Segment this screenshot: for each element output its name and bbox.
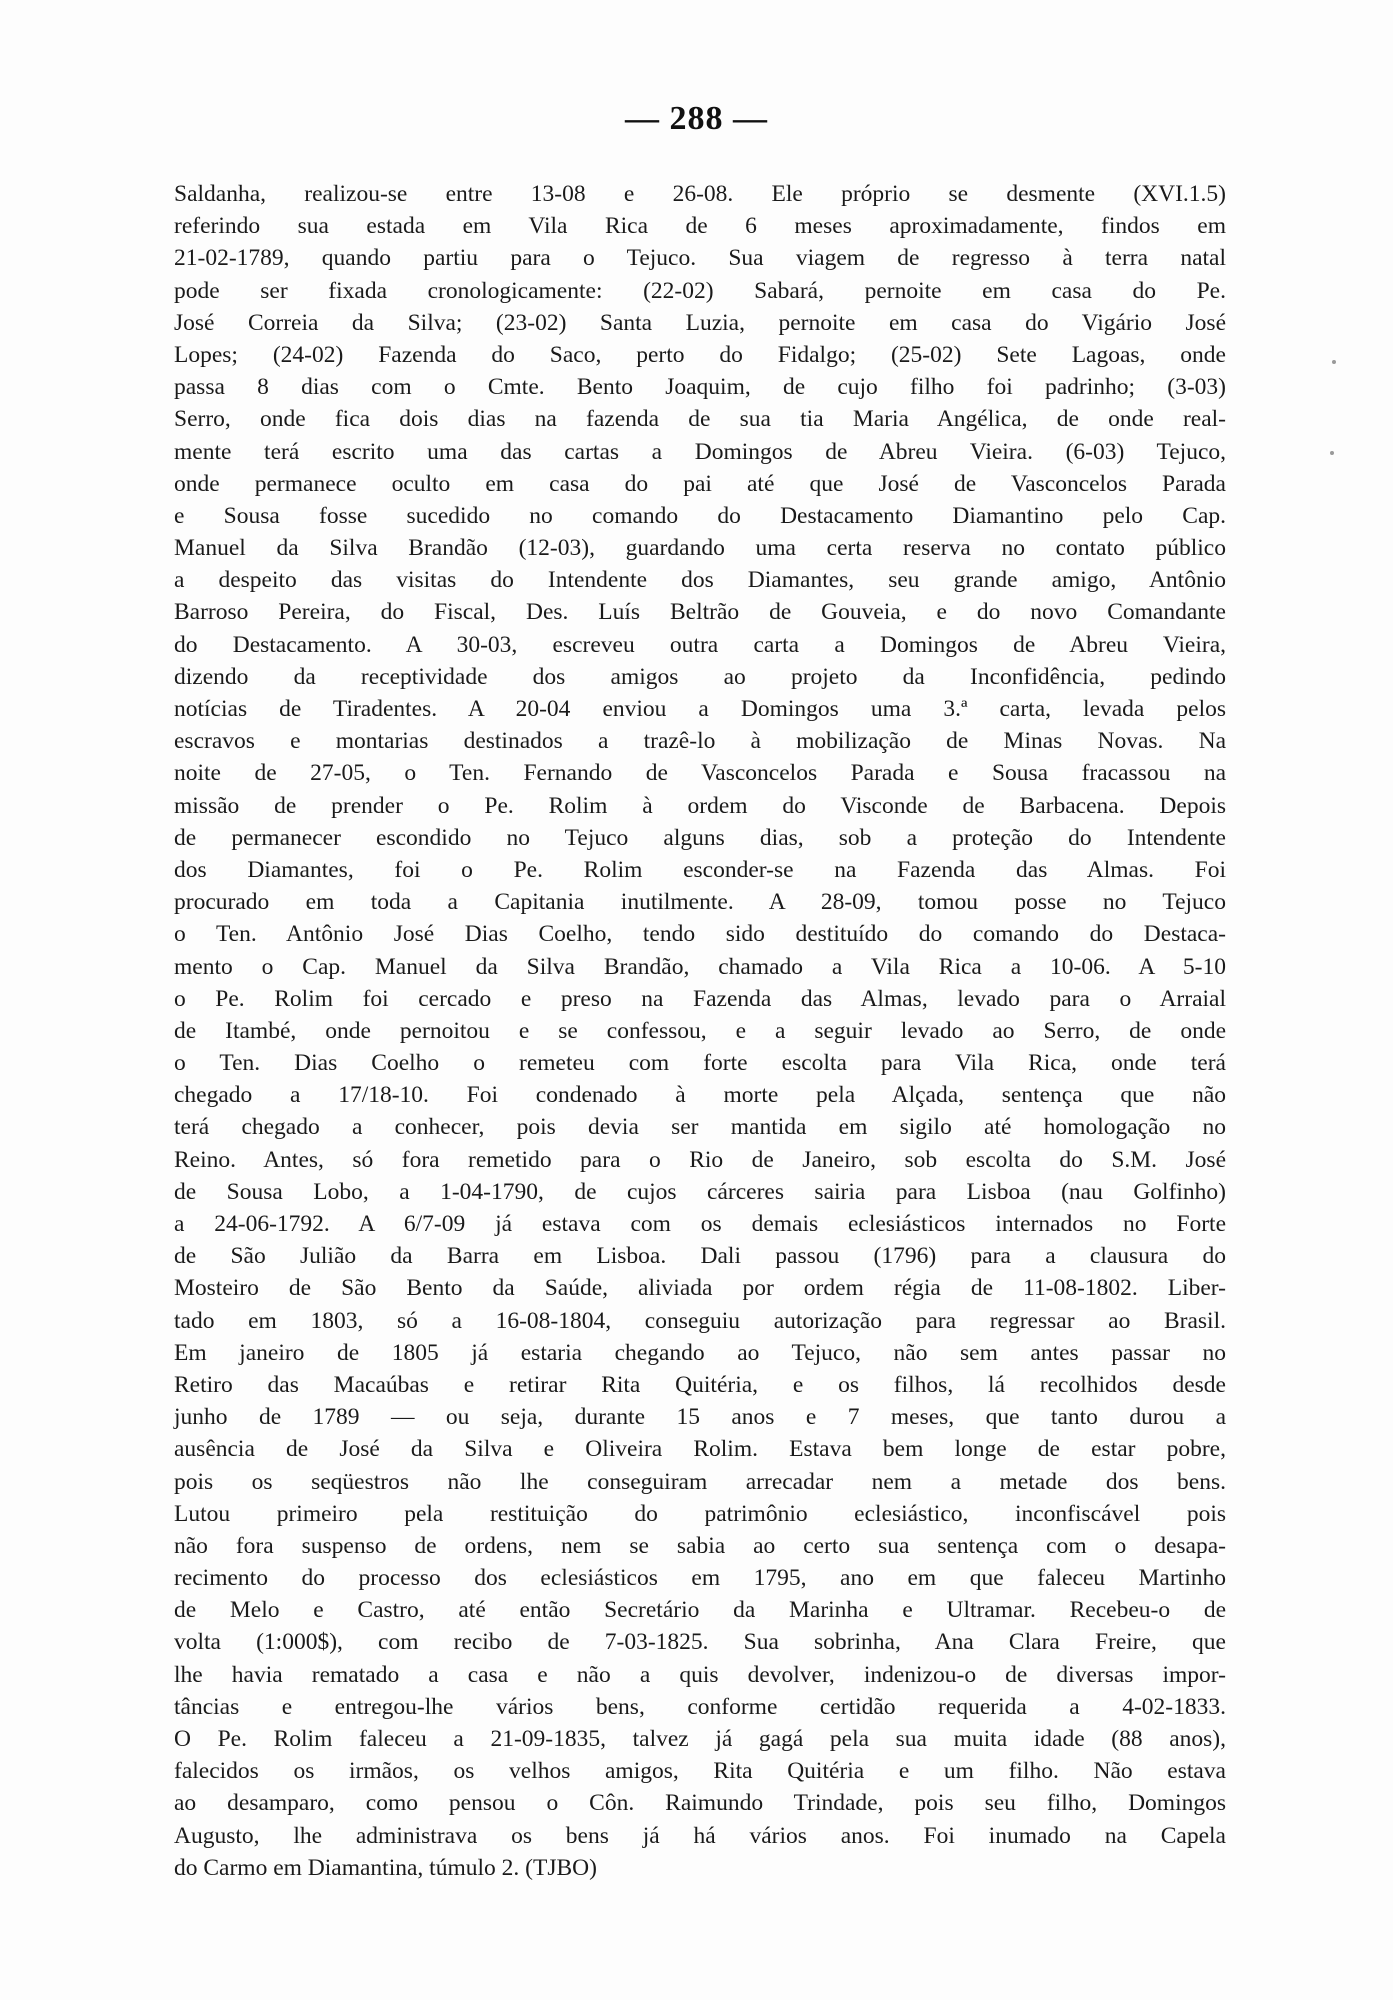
text-line: notícias de Tiradentes. A 20-04 enviou a Domingos uma 3.ª carta, levada pelos [174, 696, 1226, 722]
page-number: — 288 — [625, 100, 768, 137]
body-text [174, 178, 1226, 1884]
text-line: recimento do processo dos eclesiásticos em 1795, ano em que faleceu Martinho [174, 1565, 1226, 1592]
text-line: de Itambé, onde pernoitou e se confessou, e a seguir levado ao Serro, de onde [174, 1017, 1226, 1044]
text-line: de Sousa Lobo, a 1-04-1790, de cujos cárceres sairia para Lisboa (nau Golfinho) [174, 1178, 1226, 1205]
text-line: Mosteiro de São Bento da Saúde, aliviada por ordem régia de 11-08-1802. Liber- [174, 1275, 1226, 1302]
text-line: passa 8 dias com o Cmte. Bento Joaquim, de cujo filho foi padrinho; (3-03) [174, 374, 1226, 401]
text-line: Augusto, lhe administrava os bens já há vários anos. Foi inumado na Capela [174, 1822, 1226, 1849]
text-line: de São Julião da Barra em Lisboa. Dali passou (1796) para a clausura do [174, 1243, 1226, 1270]
text-line: Serro, onde fica dois dias na fazenda de sua tia Maria Angélica, de onde real- [174, 406, 1226, 433]
text-line: do Destacamento. A 30-03, escreveu outra carta a Domingos de Abreu Vieira, [174, 631, 1226, 658]
text-line: terá chegado a conhecer, pois devia ser mantida em sigilo até homologação no [174, 1114, 1226, 1141]
text-line: tado em 1803, só a 16-08-1804, conseguiu autorização para regressar ao Brasil. [174, 1307, 1226, 1334]
text-line: chegado a 17/18-10. Foi condenado à morte pela Alçada, sentença que não [174, 1082, 1226, 1109]
text-line: mente terá escrito uma das cartas a Domingos de Abreu Vieira. (6-03) Tejuco, [174, 438, 1226, 465]
text-line: dizendo da receptividade dos amigos ao projeto da Inconfidência, pedindo [174, 663, 1226, 690]
text-line: ausência de José da Silva e Oliveira Rolim. Estava bem longe de estar pobre, [174, 1436, 1226, 1463]
text-line: mento o Cap. Manuel da Silva Brandão, chamado a Vila Rica a 10-06. A 5-10 [174, 953, 1226, 980]
scan-speck [1332, 360, 1336, 364]
text-line: de permanecer escondido no Tejuco alguns dias, sob a proteção do Intendente [174, 824, 1226, 851]
text-line: Lopes; (24-02) Fazenda do Saco, perto do Fidalgo; (25-02) Sete Lagoas, onde [174, 341, 1226, 368]
text-line: noite de 27-05, o Ten. Fernando de Vasconcelos Parada e Sousa fracassou na [174, 760, 1226, 787]
text-line: onde permanece oculto em casa do pai até que José de Vasconcelos Parada [174, 470, 1226, 497]
text-line: tâncias e entregou-lhe vários bens, conforme certidão requerida a 4-02-1833. [174, 1693, 1226, 1720]
text-line: procurado em toda a Capitania inutilmente. A 28-09, tomou posse no Tejuco [174, 889, 1226, 916]
text-line: lhe havia rematado a casa e não a quis devolver, indenizou-o de diversas impor- [174, 1661, 1226, 1688]
text-line: dos Diamantes, foi o Pe. Rolim esconder-se na Fazenda das Almas. Foi [174, 856, 1226, 883]
text-line: missão de prender o Pe. Rolim à ordem do Visconde de Barbacena. Depois [174, 792, 1226, 819]
text-line: Em janeiro de 1805 já estaria chegando ao Tejuco, não sem antes passar no [174, 1339, 1226, 1366]
text-line: junho de 1789 — ou seja, durante 15 anos e 7 meses, que tanto durou a [174, 1404, 1226, 1431]
text-line: e Sousa fosse sucedido no comando do Destacamento Diamantino pelo Cap. [174, 502, 1226, 529]
text-line: Retiro das Macaúbas e retirar Rita Quitéria, e os filhos, lá recolhidos desde [174, 1371, 1226, 1398]
text-line: a despeito das visitas do Intendente dos Diamantes, seu grande amigo, Antônio [174, 567, 1226, 594]
text-line: o Ten. Dias Coelho o remeteu com forte escolta para Vila Rica, onde terá [174, 1050, 1226, 1077]
text-line: José Correia da Silva; (23-02) Santa Luzia, pernoite em casa do Vigário José [174, 309, 1226, 336]
text-line: Barroso Pereira, do Fiscal, Des. Luís Beltrão de Gouveia, e do novo Comandante [174, 599, 1226, 626]
text-line: O Pe. Rolim faleceu a 21-09-1835, talvez já gagá pela sua muita idade (88 anos), [174, 1726, 1226, 1752]
text-line: volta (1:000$), com recibo de 7-03-1825. Sua sobrinha, Ana Clara Freire, que [174, 1629, 1226, 1656]
text-line: o Pe. Rolim foi cercado e preso na Fazenda das Almas, levado para o Arraial [174, 985, 1226, 1012]
text-line: não fora suspenso de ordens, nem se sabia ao certo sua sentença com o desapa- [174, 1532, 1226, 1559]
text-line: Manuel da Silva Brandão (12-03), guardando uma certa reserva no contato público [174, 535, 1226, 562]
text-line: de Melo e Castro, até então Secretário da Marinha e Ultramar. Recebeu-o de [174, 1597, 1226, 1624]
text-line: a 24-06-1792. A 6/7-09 já estava com os demais eclesiásticos internados no Forte [174, 1211, 1226, 1237]
text-line: do Carmo em Diamantina, túmulo 2. (TJBO) [174, 1854, 597, 1881]
text-line: 21-02-1789, quando partiu para o Tejuco. Sua viagem de regresso à terra natal [174, 245, 1226, 272]
text-line: Saldanha, realizou-se entre 13-08 e 26-08. Ele próprio se desmente (XVI.1.5) [174, 181, 1226, 207]
text-line: referindo sua estada em Vila Rica de 6 meses aproximadamente, findos em [174, 213, 1226, 240]
text-line: Lutou primeiro pela restituição do patrimônio eclesiástico, inconfiscável pois [174, 1500, 1226, 1527]
text-line: falecidos os irmãos, os velhos amigos, Rita Quitéria e um filho. Não estava [174, 1758, 1226, 1785]
text-line: escravos e montarias destinados a trazê-lo à mobilização de Minas Novas. Na [174, 728, 1226, 755]
text-line: Reino. Antes, só fora remetido para o Rio de Janeiro, sob escolta do S.M. José [174, 1146, 1226, 1173]
text-line: o Ten. Antônio José Dias Coelho, tendo sido destituído do comando do Destaca- [174, 921, 1226, 948]
text-line: pois os seqüestros não lhe conseguiram arrecadar nem a metade dos bens. [174, 1468, 1226, 1495]
text-line: ao desamparo, como pensou o Côn. Raimundo Trindade, pois seu filho, Domingos [174, 1790, 1226, 1817]
scan-speck [1330, 451, 1334, 455]
text-line: pode ser fixada cronologicamente: (22-02) Sabará, pernoite em casa do Pe. [174, 277, 1226, 304]
